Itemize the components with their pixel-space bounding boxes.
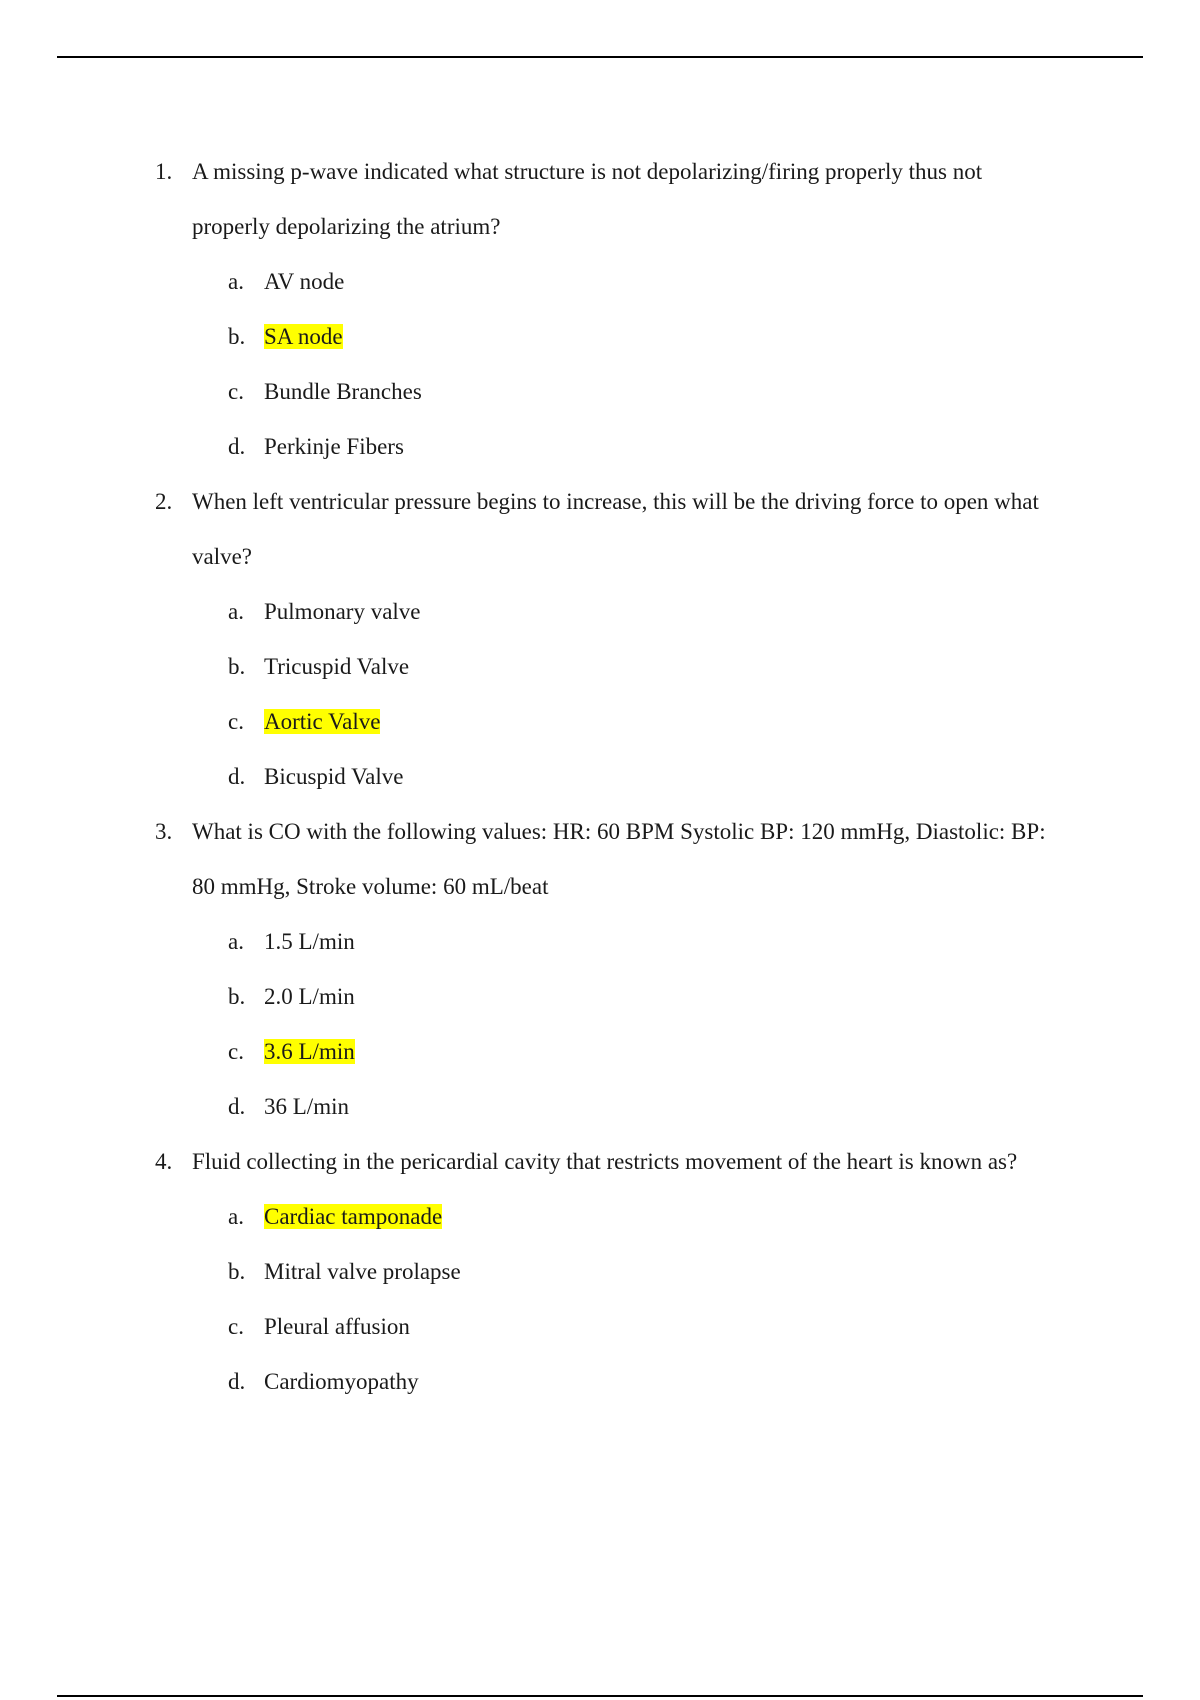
question-block-1 [0,144,1200,474]
option-c [0,694,1200,749]
highlighted-answer: 3.6 L/min [264,1039,355,1064]
option-letter: d. [228,1369,246,1394]
option-a [0,1189,1200,1244]
option-letter: b. [228,324,246,349]
options-list [0,584,1200,804]
option-letter: a. [228,1204,244,1229]
option-text: 1.5 L/min [264,929,355,954]
option-text: Perkinje Fibers [264,434,404,459]
question-number: 2. [155,489,173,514]
option-letter: c. [228,1039,244,1064]
question-block-4 [0,1134,1200,1409]
option-letter: c. [228,709,244,734]
question-text: When left ventricular pressure begins to increase, this will be the driving force to open what valve? [192,489,1039,569]
option-letter: c. [228,379,244,404]
highlighted-answer: Aortic Valve [264,709,381,734]
question-text: Fluid collecting in the pericardial cavity that restricts movement of the heart is known as? [192,1149,1018,1174]
highlighted-answer: SA node [264,324,343,349]
option-letter: b. [228,654,246,679]
option-d [0,1354,1200,1409]
question-text: What is CO with the following values: HR: 60 BPM Systolic BP: 120 mmHg, Diastolic: BP: 80 mmHg, Stroke volume: 60 mL/beat [192,819,1046,899]
option-letter: d. [228,764,246,789]
bottom-rule [57,1695,1143,1697]
question-number: 3. [155,819,173,844]
option-text: 36 L/min [264,1094,349,1119]
option-d [0,749,1200,804]
options-list [0,254,1200,474]
option-letter: b. [228,984,246,1009]
option-c [0,364,1200,419]
option-text: Bicuspid Valve [264,764,404,789]
question-2 [0,474,1200,584]
top-rule [57,56,1143,58]
option-c [0,1299,1200,1354]
option-text: Cardiomyopathy [264,1369,419,1394]
option-a [0,584,1200,639]
option-letter: d. [228,434,246,459]
options-list [0,1189,1200,1409]
option-letter: b. [228,1259,246,1284]
option-text: Pulmonary valve [264,599,421,624]
option-letter: a. [228,269,244,294]
option-letter: a. [228,929,244,954]
option-c [0,1024,1200,1079]
question-number: 1. [155,159,173,184]
option-b [0,639,1200,694]
question-number: 4. [155,1149,173,1174]
option-d [0,419,1200,474]
quiz-content [0,144,1200,1409]
question-4 [0,1134,1200,1189]
question-block-2 [0,474,1200,804]
option-b [0,1244,1200,1299]
option-a [0,914,1200,969]
option-b [0,309,1200,364]
question-1 [0,144,1200,254]
options-list [0,914,1200,1134]
option-letter: c. [228,1314,244,1339]
question-block-3 [0,804,1200,1134]
option-b [0,969,1200,1024]
question-3 [0,804,1200,914]
option-text: AV node [264,269,345,294]
option-text: Mitral valve prolapse [264,1259,461,1284]
option-text: 2.0 L/min [264,984,355,1009]
option-letter: a. [228,599,244,624]
option-text: Pleural affusion [264,1314,410,1339]
option-d [0,1079,1200,1134]
option-text: Bundle Branches [264,379,422,404]
option-letter: d. [228,1094,246,1119]
highlighted-answer: Cardiac tamponade [264,1204,443,1229]
question-text: A missing p-wave indicated what structure is not depolarizing/firing properly thus not properly depolarizing the atrium? [192,159,983,239]
option-text: Tricuspid Valve [264,654,410,679]
option-a [0,254,1200,309]
